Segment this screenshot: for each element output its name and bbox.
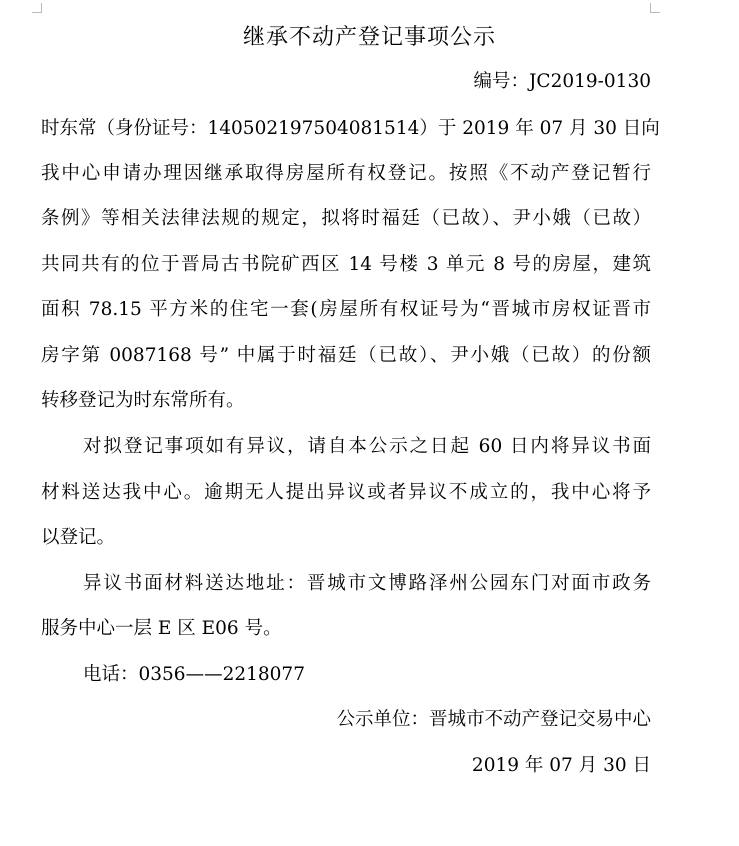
paragraph3-line-2: 服务中心一层 E 区 E06 号。 (41, 618, 282, 639)
paragraph1-line-6: 房字第 0087168 号” 中属于时福廷（已故）、尹小娥（已故）的份额 (41, 345, 651, 366)
paragraph1-line-1: 时东常（身份证号：140502197504081514）于 2019 年 07 月 30 日向 (41, 118, 660, 139)
document-number: 编号：JC2019-0130 (473, 71, 651, 92)
issue-date: 2019 年 07 月 30 日 (471, 755, 651, 776)
contact-phone: 电话：0356——2218077 (83, 664, 305, 685)
paragraph1-line-3: 条例》等相关法律法规的规定，拟将时福廷（已故）、尹小娥（已故） (41, 208, 651, 229)
paragraph2-line-3: 以登记。 (41, 527, 116, 548)
document-title: 继承不动产登记事项公示 (242, 25, 496, 50)
page-corner-mark-left (32, 3, 42, 13)
paragraph3-line-1: 异议书面材料送达地址：晋城市文博路泽州公园东门对面市政务 (83, 573, 651, 594)
paragraph2-line-2: 材料送达我中心。逾期无人提出异议或者异议不成立的，我中心将予 (41, 482, 651, 503)
paragraph2-line-1: 对拟登记事项如有异议，请自本公示之日起 60 日内将异议书面 (83, 436, 651, 457)
page-corner-mark-right (650, 3, 660, 13)
paragraph1-line-5: 面积 78.15 平方米的住宅一套(房屋所有权证号为“晋城市房权证晋市 (41, 299, 651, 320)
paragraph1-line-2: 我中心申请办理因继承取得房屋所有权登记。按照《不动产登记暂行 (41, 163, 651, 184)
paragraph1-line-7: 转移登记为时东常所有。 (41, 390, 245, 411)
paragraph1-line-4: 共同共有的位于晋局古书院矿西区 14 号楼 3 单元 8 号的房屋，建筑 (41, 254, 651, 275)
issuer: 公示单位：晋城市不动产登记交易中心 (336, 709, 651, 730)
